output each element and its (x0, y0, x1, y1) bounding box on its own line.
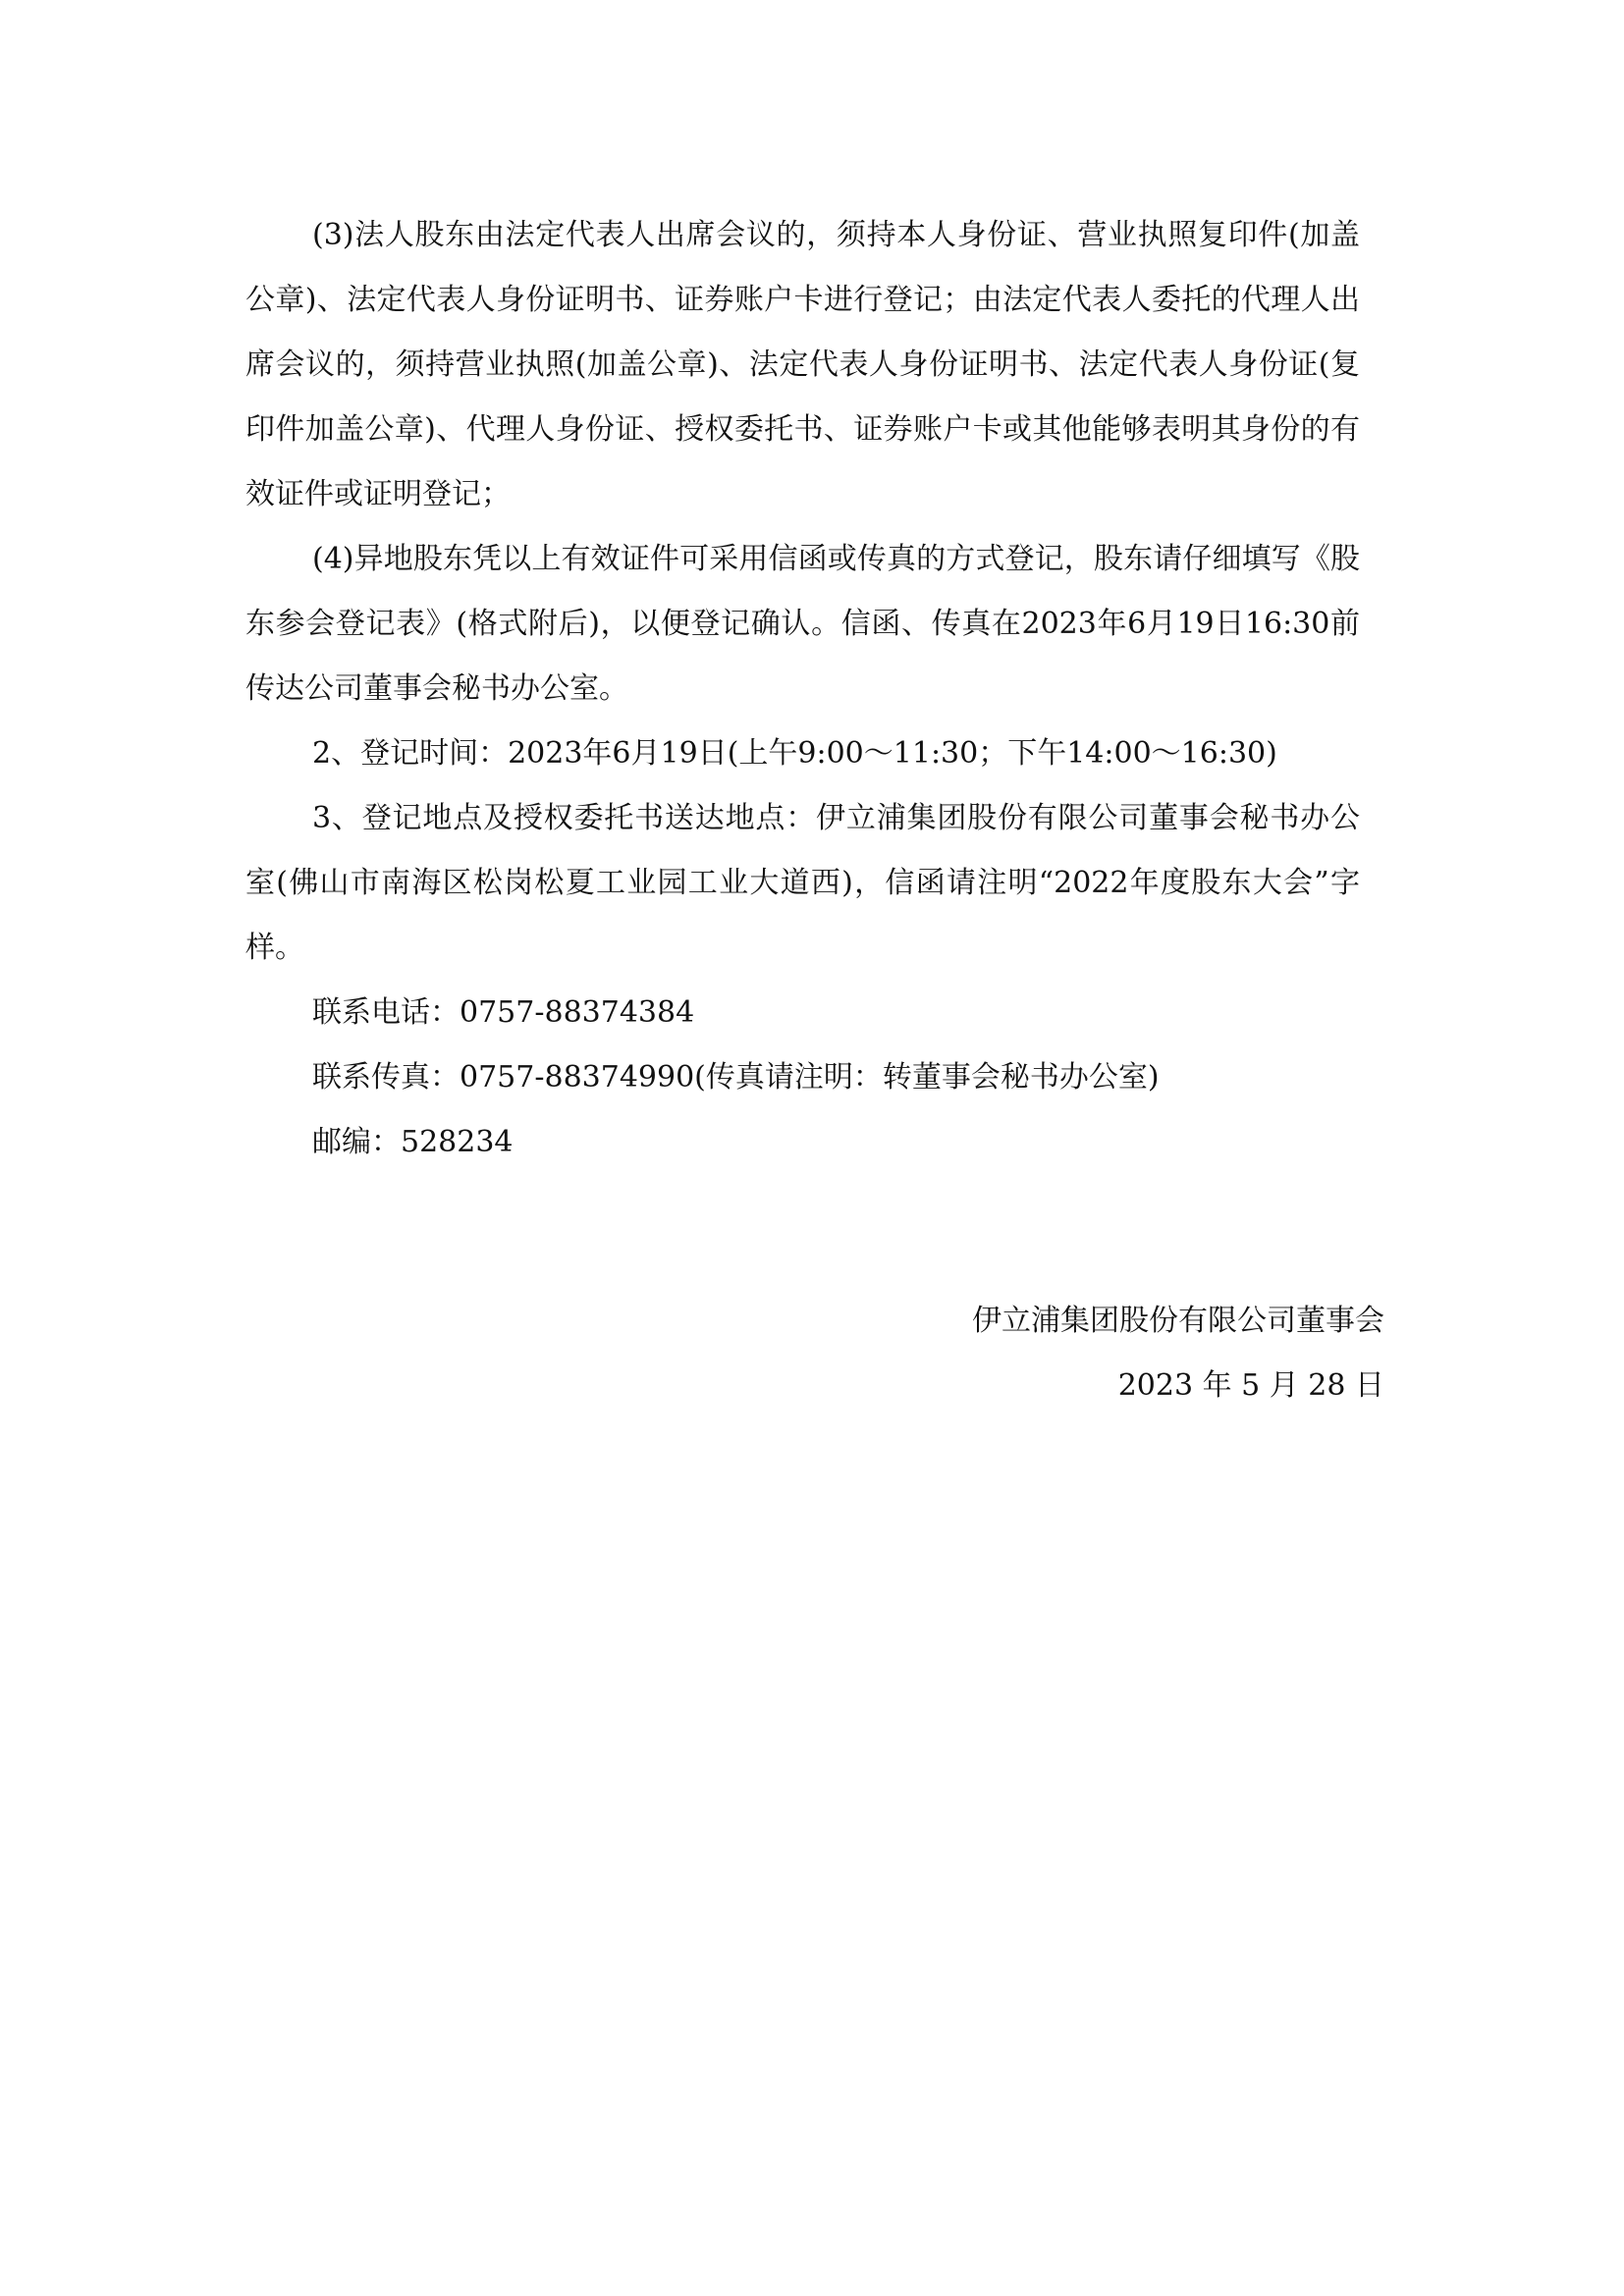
signature-organization: 伊立浦集团股份有限公司董事会 (972, 1304, 1384, 1338)
paragraph-legal-person-registration: (3)法人股东由法定代表人出席会议的，须持本人身份证、营业执照复印件(加盖公章)、法定代表人身份证明书、证券账户卡进行登记；由法定代表人委托的代理人出席会议的，须持营业执照(加盖公章)、法定代表人身份证明书、法定代表人身份证(复印件加盖公章)、代理人身份证、授权委托书、证券账户卡或其他能够表明其身份的有效证件或证明登记； (245, 218, 1360, 511)
contact-postcode: 邮编：528234 (312, 1125, 514, 1159)
paragraph-registration-time: 2、登记时间：2023年6月19日(上午9:00～11:30；下午14:00～16:30) (312, 736, 1277, 771)
document-body (245, 203, 1360, 1175)
contact-fax: 联系传真：0757-88374990(传真请注明：转董事会秘书办公室) (312, 1060, 1160, 1095)
paragraph-remote-shareholder-registration: (4)异地股东凭以上有效证件可采用信函或传真的方式登记，股东请仔细填写《股东参会登记表》(格式附后)，以便登记确认。信函、传真在2023年6月19日16:30前传达公司董事会秘书办公室。 (245, 542, 1360, 706)
contact-phone: 联系电话：0757-88374384 (312, 995, 695, 1030)
signature-block (972, 1289, 1384, 1418)
signature-date: 2023 年 5 月 28 日 (1117, 1368, 1384, 1403)
paragraph-registration-location: 3、登记地点及授权委托书送达地点：伊立浦集团股份有限公司董事会秘书办公室(佛山市南海区松岗松夏工业园工业大道西)，信函请注明“2022年度股东大会”字样。 (245, 801, 1360, 965)
